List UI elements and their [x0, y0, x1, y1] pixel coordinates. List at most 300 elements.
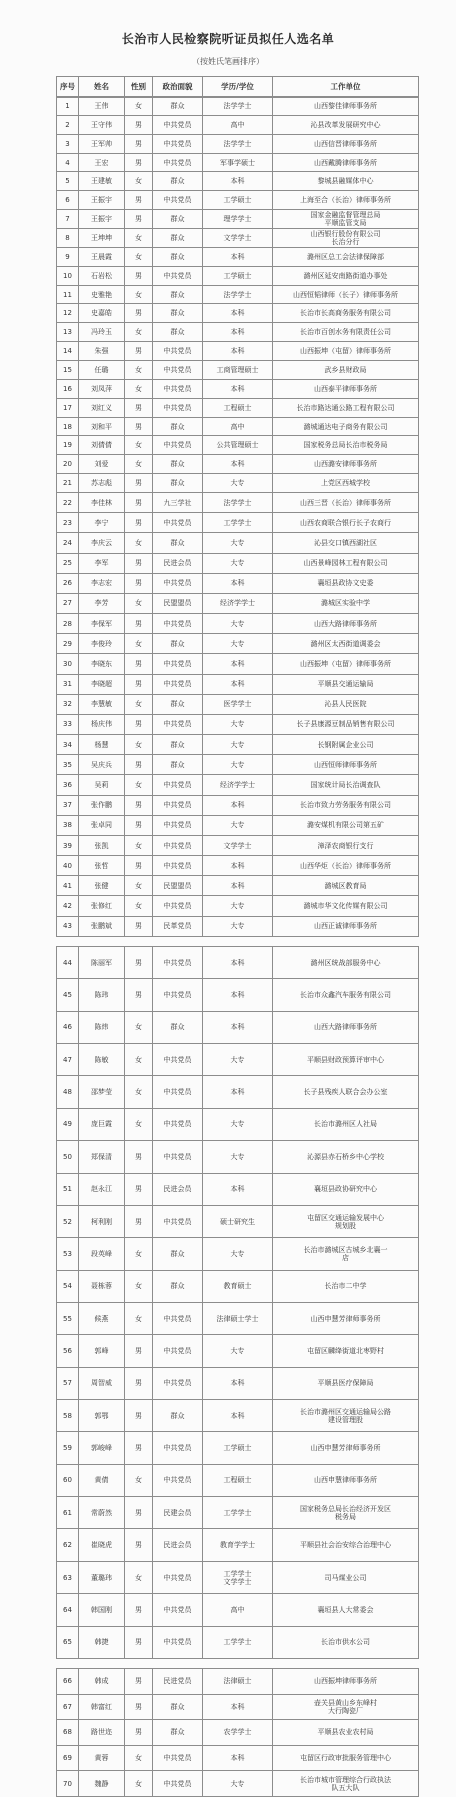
cell-political-status: 群众 — [153, 210, 203, 229]
cell-workplace: 沁县人民医院 — [273, 694, 419, 714]
table-row — [57, 614, 419, 634]
cell-workplace: 山西振坤（屯留）律师事务所 — [273, 654, 419, 674]
table-row — [57, 455, 419, 474]
cell-political-status: 群众 — [153, 735, 203, 755]
cell-index: 2 — [57, 115, 79, 134]
cell-gender: 男 — [125, 614, 153, 634]
table-row — [57, 513, 419, 533]
cell-gender: 女 — [125, 1044, 153, 1076]
cell-name: 赵永江 — [79, 1173, 125, 1205]
cell-education: 大专 — [203, 614, 273, 634]
cell-gender: 女 — [125, 1745, 153, 1771]
table-row — [57, 1367, 419, 1399]
cell-index: 8 — [57, 229, 79, 248]
table-row — [57, 694, 419, 714]
cell-political-status: 中共党员 — [153, 1141, 203, 1173]
cell-workplace: 国家税务总局长治经济开发区 税务局 — [273, 1497, 419, 1529]
cell-index: 54 — [57, 1270, 79, 1302]
cell-political-status: 中共党员 — [153, 1367, 203, 1399]
table-segment-1 — [56, 96, 418, 493]
table-row — [57, 916, 419, 936]
cell-gender: 男 — [125, 417, 153, 436]
cell-education: 本科 — [203, 323, 273, 342]
cell-workplace: 漳泽农商银行支行 — [273, 835, 419, 855]
table-row — [57, 1011, 419, 1043]
table-row — [57, 1044, 419, 1076]
cell-political-status: 中共党员 — [153, 1561, 203, 1593]
cell-name: 张哲 — [79, 856, 125, 876]
cell-political-status: 中共党员 — [153, 1335, 203, 1367]
cell-name: 苏志彪 — [79, 474, 125, 493]
table-row — [57, 1141, 419, 1173]
cell-workplace: 潞城市华文化传媒有限公司 — [273, 896, 419, 916]
cell-index: 17 — [57, 398, 79, 417]
table-row — [57, 1529, 419, 1561]
cell-name: 刘倩倩 — [79, 436, 125, 455]
cell-gender: 女 — [125, 1270, 153, 1302]
table-row — [57, 1720, 419, 1746]
cell-education: 大专 — [203, 896, 273, 916]
table-header — [56, 76, 418, 96]
cell-workplace: 长钢附属企业公司 — [273, 735, 419, 755]
table-row — [57, 417, 419, 436]
cell-education: 本科 — [203, 1745, 273, 1771]
cell-gender: 女 — [125, 1011, 153, 1043]
cell-education: 工学学士 — [203, 513, 273, 533]
table-row — [57, 654, 419, 674]
cell-education: 本科 — [203, 379, 273, 398]
table-row — [57, 947, 419, 979]
table-row — [57, 896, 419, 916]
cell-political-status: 中共党员 — [153, 1044, 203, 1076]
cell-gender: 女 — [125, 1561, 153, 1593]
cell-workplace: 山西泰平律师事务所 — [273, 379, 419, 398]
cell-political-status: 群众 — [153, 229, 203, 248]
cell-index: 44 — [57, 947, 79, 979]
cell-education: 教育硕士 — [203, 1270, 273, 1302]
cell-workplace: 长治市众鑫汽车服务有限公司 — [273, 979, 419, 1011]
cell-education: 本科 — [203, 674, 273, 694]
cell-index: 4 — [57, 153, 79, 172]
document-subtitle: （按姓氏笔画排序） — [192, 57, 264, 66]
cell-political-status: 群众 — [153, 533, 203, 553]
cell-index: 3 — [57, 134, 79, 153]
cell-education: 大专 — [203, 1771, 273, 1797]
cell-workplace: 平顺县社会治安综合治理中心 — [273, 1529, 419, 1561]
cell-political-status: 民进会员 — [153, 1173, 203, 1205]
cell-political-status: 群众 — [153, 323, 203, 342]
cell-gender: 男 — [125, 513, 153, 533]
cell-gender: 女 — [125, 361, 153, 380]
cell-name: 李军 — [79, 553, 125, 573]
cell-political-status: 群众 — [153, 97, 203, 116]
cell-gender: 男 — [125, 493, 153, 513]
cell-education: 大专 — [203, 714, 273, 734]
cell-education: 大专 — [203, 755, 273, 775]
cell-education: 高中 — [203, 115, 273, 134]
cell-workplace: 潞安煤机有限公司第五矿 — [273, 815, 419, 835]
cell-political-status: 群众 — [153, 1011, 203, 1043]
cell-education: 大专 — [203, 815, 273, 835]
cell-index: 23 — [57, 513, 79, 533]
cell-political-status: 民盟盟员 — [153, 593, 203, 613]
cell-index: 15 — [57, 361, 79, 380]
cell-gender: 男 — [125, 1626, 153, 1658]
cell-index: 47 — [57, 1044, 79, 1076]
cell-workplace: 沁源县赤石桥乡中心学校 — [273, 1141, 419, 1173]
cell-gender: 女 — [125, 1108, 153, 1140]
cell-gender: 男 — [125, 153, 153, 172]
cell-gender: 男 — [125, 115, 153, 134]
cell-workplace: 司马煤业公司 — [273, 1561, 419, 1593]
cell-gender: 男 — [125, 1497, 153, 1529]
table-row — [57, 285, 419, 304]
cell-workplace: 山西农商联合银行长子农商行 — [273, 513, 419, 533]
cell-political-status: 中共党员 — [153, 1205, 203, 1237]
cell-gender: 男 — [125, 979, 153, 1011]
table-row — [57, 1108, 419, 1140]
cell-name: 王晨霞 — [79, 247, 125, 266]
cell-gender: 女 — [125, 1464, 153, 1496]
cell-name: 史雅艳 — [79, 285, 125, 304]
cell-workplace: 长治市供水公司 — [273, 1626, 419, 1658]
cell-education: 工学学士 — [203, 1497, 273, 1529]
table-row — [57, 172, 419, 191]
cell-political-status: 中共党员 — [153, 614, 203, 634]
cell-index: 9 — [57, 247, 79, 266]
table-row — [57, 1694, 419, 1720]
cell-index: 41 — [57, 876, 79, 896]
cell-index: 39 — [57, 835, 79, 855]
cell-gender: 男 — [125, 1529, 153, 1561]
cell-education: 本科 — [203, 1173, 273, 1205]
cell-workplace: 山西正诚律师事务所 — [273, 916, 419, 936]
cell-workplace: 山西大路律师事务所 — [273, 614, 419, 634]
cell-gender: 男 — [125, 674, 153, 694]
cell-name: 陈炜 — [79, 1011, 125, 1043]
cell-education: 本科 — [203, 947, 273, 979]
cell-education: 法学学士 — [203, 493, 273, 513]
cell-education: 本科 — [203, 876, 273, 896]
cell-education: 大专 — [203, 735, 273, 755]
cell-index: 60 — [57, 1464, 79, 1496]
cell-name: 李庆云 — [79, 533, 125, 553]
cell-index: 55 — [57, 1302, 79, 1334]
cell-name: 李俊玲 — [79, 634, 125, 654]
cell-name: 路世迩 — [79, 1720, 125, 1746]
cell-education: 大专 — [203, 553, 273, 573]
cell-name: 郭鄂 — [79, 1400, 125, 1432]
cell-political-status: 群众 — [153, 1720, 203, 1746]
cell-name: 韩成 — [79, 1669, 125, 1695]
cell-index: 36 — [57, 775, 79, 795]
cell-gender: 女 — [125, 835, 153, 855]
cell-education: 硕士研究生 — [203, 1205, 273, 1237]
cell-gender: 女 — [125, 1302, 153, 1334]
cell-name: 李保军 — [79, 614, 125, 634]
cell-education: 大专 — [203, 634, 273, 654]
cell-gender: 男 — [125, 573, 153, 593]
table-row — [57, 835, 419, 855]
cell-gender: 男 — [125, 191, 153, 210]
cell-workplace: 上党区西城学校 — [273, 474, 419, 493]
cell-name: 李佳林 — [79, 493, 125, 513]
cell-workplace: 上海至合（长治）律师事务所 — [273, 191, 419, 210]
cell-index: 61 — [57, 1497, 79, 1529]
cell-index: 12 — [57, 304, 79, 323]
cell-gender: 女 — [125, 172, 153, 191]
cell-political-status: 中共党员 — [153, 191, 203, 210]
cell-education: 本科 — [203, 172, 273, 191]
cell-workplace: 潞州区总工会法律保障部 — [273, 247, 419, 266]
cell-index: 26 — [57, 573, 79, 593]
cell-education: 工程硕士 — [203, 398, 273, 417]
cell-education: 高中 — [203, 417, 273, 436]
cell-index: 63 — [57, 1561, 79, 1593]
cell-gender: 女 — [125, 97, 153, 116]
cell-name: 李慧敏 — [79, 694, 125, 714]
cell-workplace: 长治市二中学 — [273, 1270, 419, 1302]
cell-name: 张凯 — [79, 835, 125, 855]
cell-index: 65 — [57, 1626, 79, 1658]
cell-political-status: 群众 — [153, 455, 203, 474]
cell-political-status: 群众 — [153, 634, 203, 654]
table-row — [57, 1205, 419, 1237]
header-political-status: 政治面貌 — [153, 77, 203, 98]
cell-education: 法学学士 — [203, 134, 273, 153]
cell-workplace: 山西振坤（屯留）律师事务所 — [273, 342, 419, 361]
table-row — [57, 979, 419, 1011]
cell-gender: 女 — [125, 694, 153, 714]
cell-workplace: 长治市百创水务有限责任公司 — [273, 323, 419, 342]
cell-index: 49 — [57, 1108, 79, 1140]
cell-index: 18 — [57, 417, 79, 436]
cell-name: 石岩松 — [79, 266, 125, 285]
cell-workplace: 襄垣县政协文史委 — [273, 573, 419, 593]
cell-name: 史嘉皓 — [79, 304, 125, 323]
table-row — [57, 573, 419, 593]
cell-gender: 男 — [125, 947, 153, 979]
cell-name: 吴庆兵 — [79, 755, 125, 775]
cell-name: 冯玲玉 — [79, 323, 125, 342]
table-row — [57, 795, 419, 815]
cell-gender: 男 — [125, 304, 153, 323]
cell-gender: 女 — [125, 735, 153, 755]
cell-gender: 女 — [125, 455, 153, 474]
cell-gender: 女 — [125, 1771, 153, 1797]
cell-name: 邵梦莹 — [79, 1076, 125, 1108]
cell-education: 本科 — [203, 1367, 273, 1399]
cell-education: 大专 — [203, 1044, 273, 1076]
cell-index: 13 — [57, 323, 79, 342]
cell-education: 大专 — [203, 1238, 273, 1270]
table-row — [57, 553, 419, 573]
table-row — [57, 191, 419, 210]
cell-political-status: 中共党员 — [153, 1464, 203, 1496]
cell-name: 韩国刚 — [79, 1594, 125, 1626]
cell-workplace: 潞州区延安南路街道办事处 — [273, 266, 419, 285]
cell-gender: 男 — [125, 1205, 153, 1237]
cell-index: 37 — [57, 795, 79, 815]
cell-index: 46 — [57, 1011, 79, 1043]
cell-index: 35 — [57, 755, 79, 775]
cell-political-status: 中共党员 — [153, 654, 203, 674]
cell-education: 文学学士 — [203, 229, 273, 248]
cell-political-status: 九三学社 — [153, 493, 203, 513]
cell-political-status: 群众 — [153, 172, 203, 191]
cell-name: 刘红义 — [79, 398, 125, 417]
cell-education: 工学学士 — [203, 1626, 273, 1658]
table-row — [57, 714, 419, 734]
cell-gender: 男 — [125, 815, 153, 835]
cell-gender: 女 — [125, 1076, 153, 1108]
table-row — [57, 115, 419, 134]
cell-index: 42 — [57, 896, 79, 916]
cell-name: 刘凤萍 — [79, 379, 125, 398]
cell-education: 大专 — [203, 474, 273, 493]
cell-political-status: 群众 — [153, 417, 203, 436]
cell-name: 张作鹏 — [79, 795, 125, 815]
cell-education: 法律硕士学士 — [203, 1302, 273, 1334]
cell-index: 33 — [57, 714, 79, 734]
table-row — [57, 815, 419, 835]
cell-political-status: 中共党员 — [153, 513, 203, 533]
cell-gender: 男 — [125, 1694, 153, 1720]
cell-name: 李芳 — [79, 593, 125, 613]
cell-index: 43 — [57, 916, 79, 936]
header-education: 学历/学位 — [203, 77, 273, 98]
header-gender: 性别 — [125, 77, 153, 98]
cell-political-status: 群众 — [153, 247, 203, 266]
cell-education: 工程硕士 — [203, 1464, 273, 1496]
cell-workplace: 山西申慧芳律师事务所 — [273, 1302, 419, 1334]
cell-name: 李宁 — [79, 513, 125, 533]
cell-political-status: 中共党员 — [153, 361, 203, 380]
cell-workplace: 山西景峰园林工程有限公司 — [273, 553, 419, 573]
cell-political-status: 中共党员 — [153, 398, 203, 417]
cell-education: 教育学学士 — [203, 1529, 273, 1561]
table-row — [57, 1238, 419, 1270]
table-row — [57, 153, 419, 172]
cell-index: 7 — [57, 210, 79, 229]
cell-index: 24 — [57, 533, 79, 553]
cell-gender: 男 — [125, 474, 153, 493]
cell-education: 工商管理硕士 — [203, 361, 273, 380]
cell-name: 候燕 — [79, 1302, 125, 1334]
cell-name: 陈玮 — [79, 979, 125, 1011]
table-row — [57, 493, 419, 513]
table-row — [57, 1669, 419, 1695]
cell-name: 董璐玮 — [79, 1561, 125, 1593]
cell-political-status: 群众 — [153, 755, 203, 775]
table-row — [57, 304, 419, 323]
cell-index: 50 — [57, 1141, 79, 1173]
cell-education: 经济学学士 — [203, 775, 273, 795]
cell-workplace: 潞州区太西街道调委会 — [273, 634, 419, 654]
cell-gender: 男 — [125, 134, 153, 153]
cell-political-status: 中共党员 — [153, 436, 203, 455]
cell-index: 27 — [57, 593, 79, 613]
cell-political-status: 民进会员 — [153, 1529, 203, 1561]
cell-education: 医学学士 — [203, 694, 273, 714]
cell-index: 57 — [57, 1367, 79, 1399]
cell-index: 48 — [57, 1076, 79, 1108]
cell-political-status: 民建会员 — [153, 1497, 203, 1529]
cell-political-status: 群众 — [153, 1694, 203, 1720]
cell-education: 本科 — [203, 1694, 273, 1720]
cell-gender: 男 — [125, 1173, 153, 1205]
cell-gender: 女 — [125, 775, 153, 795]
cell-education: 大专 — [203, 916, 273, 936]
cell-name: 崔晓虎 — [79, 1529, 125, 1561]
cell-index: 68 — [57, 1720, 79, 1746]
cell-index: 32 — [57, 694, 79, 714]
cell-index: 11 — [57, 285, 79, 304]
cell-name: 张修红 — [79, 896, 125, 916]
cell-gender: 女 — [125, 247, 153, 266]
cell-education: 高中 — [203, 1594, 273, 1626]
table-row — [57, 593, 419, 613]
cell-index: 56 — [57, 1335, 79, 1367]
cell-workplace: 黎城县融媒体中心 — [273, 172, 419, 191]
table-row — [57, 735, 419, 755]
cell-index: 70 — [57, 1771, 79, 1797]
cell-name: 杨慧 — [79, 735, 125, 755]
cell-name: 任璐 — [79, 361, 125, 380]
cell-name: 王振宇 — [79, 210, 125, 229]
table-row — [57, 1771, 419, 1797]
cell-political-status: 中共党员 — [153, 1771, 203, 1797]
cell-gender: 男 — [125, 654, 153, 674]
table-segment-2 — [56, 492, 418, 937]
cell-workplace: 潞城通达电子商务有限公司 — [273, 417, 419, 436]
cell-gender: 女 — [125, 896, 153, 916]
cell-workplace: 山西大路律师事务所 — [273, 1011, 419, 1043]
cell-workplace: 长治市长高商务服务有限公司 — [273, 304, 419, 323]
table-row — [57, 1594, 419, 1626]
table-row — [57, 1400, 419, 1432]
cell-name: 张鹏斌 — [79, 916, 125, 936]
table-segment-4 — [56, 1668, 418, 1797]
table-row — [57, 674, 419, 694]
cell-index: 38 — [57, 815, 79, 835]
cell-workplace: 山西戴腾律师事务所 — [273, 153, 419, 172]
cell-education: 法学学士 — [203, 285, 273, 304]
cell-political-status: 中共党员 — [153, 856, 203, 876]
cell-name: 李志宏 — [79, 573, 125, 593]
cell-education: 工学学士 文学学士 — [203, 1561, 273, 1593]
cell-index: 5 — [57, 172, 79, 191]
cell-political-status: 民进党员 — [153, 1669, 203, 1695]
cell-gender: 女 — [125, 593, 153, 613]
cell-workplace: 山西振坤律师事务所 — [273, 1669, 419, 1695]
cell-name: 郭峰 — [79, 1335, 125, 1367]
cell-workplace: 长治市致力劳务服务有限公司 — [273, 795, 419, 815]
cell-education: 公共管理硕士 — [203, 436, 273, 455]
header-name: 姓名 — [79, 77, 125, 98]
cell-index: 30 — [57, 654, 79, 674]
table-row — [57, 533, 419, 553]
cell-index: 66 — [57, 1669, 79, 1695]
cell-index: 14 — [57, 342, 79, 361]
table-row — [57, 1626, 419, 1658]
cell-name: 常蔚然 — [79, 1497, 125, 1529]
cell-workplace: 长治市潞州区人社局 — [273, 1108, 419, 1140]
cell-name: 王坤坤 — [79, 229, 125, 248]
table-row — [57, 134, 419, 153]
cell-workplace: 山西信晋律师事务所 — [273, 134, 419, 153]
cell-name: 庞巨霞 — [79, 1108, 125, 1140]
